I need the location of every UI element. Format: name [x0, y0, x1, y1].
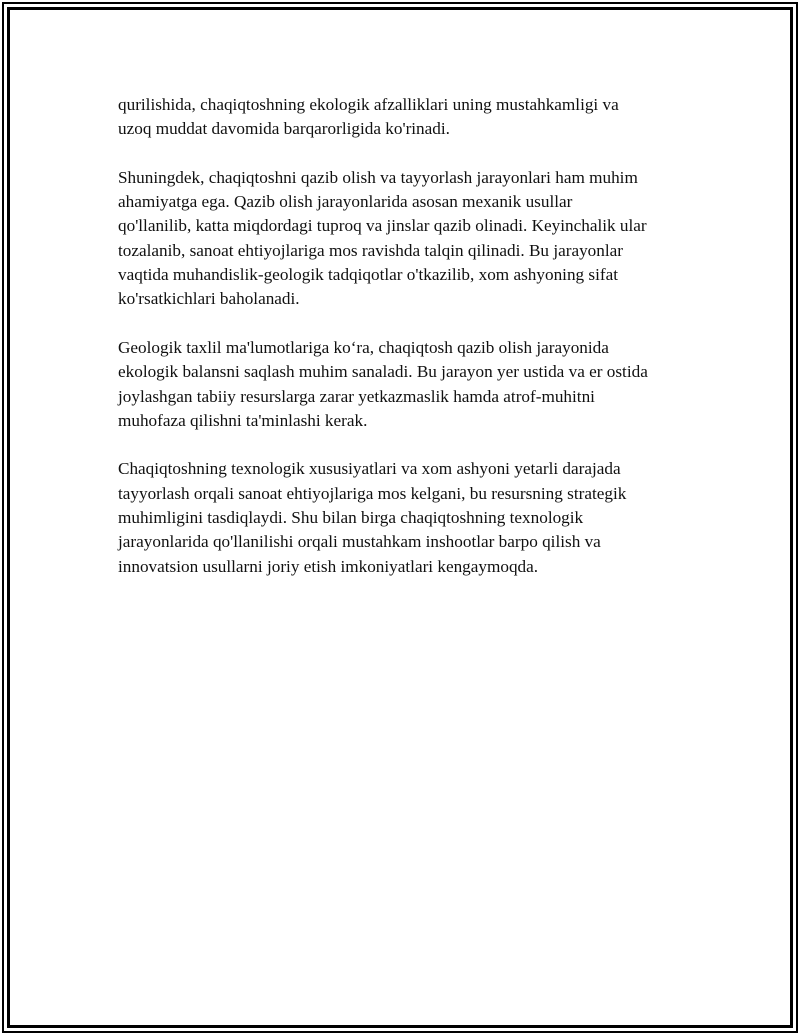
document-body	[118, 93, 698, 603]
paragraph-4: Chaqiqtoshning texnologik xususiyatlari va xom ashyoni yetarli darajada tayyorlash orqali sanoat ehtiyojlariga mos kelgani, bu resursning strategik muhimligini tasdiqlaydi. Shu bilan birga chaqiqtoshning texnologik jarayonlarida qo'llanilishi orqali mustahkam inshootlar barpo qilish va innovatsion usullarni joriy etish imkoniyatlari kengaymoqda.	[118, 459, 627, 576]
paragraph-3: Geologik taxlil ma'lumotlariga ko‘ra, chaqiqtosh qazib olish jarayonida ekologik balansni saqlash muhim sanaladi. Bu jarayon yer ustida va er ostida joylashgan tabiiy resurslarga zarar yetkazmaslik hamda atrof-muhitni muhofaza qilishni ta'minlashi kerak.	[118, 337, 648, 430]
paragraph-1: qurilishida, chaqiqtoshning ekologik afzalliklari uning mustahkamligi va uzoq muddat davomida barqarorligida ko'rinadi.	[118, 95, 619, 139]
paragraph-2: Shuningdek, chaqiqtoshni qazib olish va tayyorlash jarayonlari ham muhim ahamiyatga ega. Qazib olish jarayonlarida asosan mexanik usullar qo'llanilib, katta miqdordagi tuproq va jinslar qazib olinadi. Keyinchalik ular tozalanib, sanoat ehtiyojlariga mos ravishda talqin qilinadi. Bu jarayonlar vaqtida muhandislik-geologik tadqiqotlar o'tkazilib, xom ashyoning sifat ko'rsatkichlari baholanadi.	[118, 167, 647, 309]
